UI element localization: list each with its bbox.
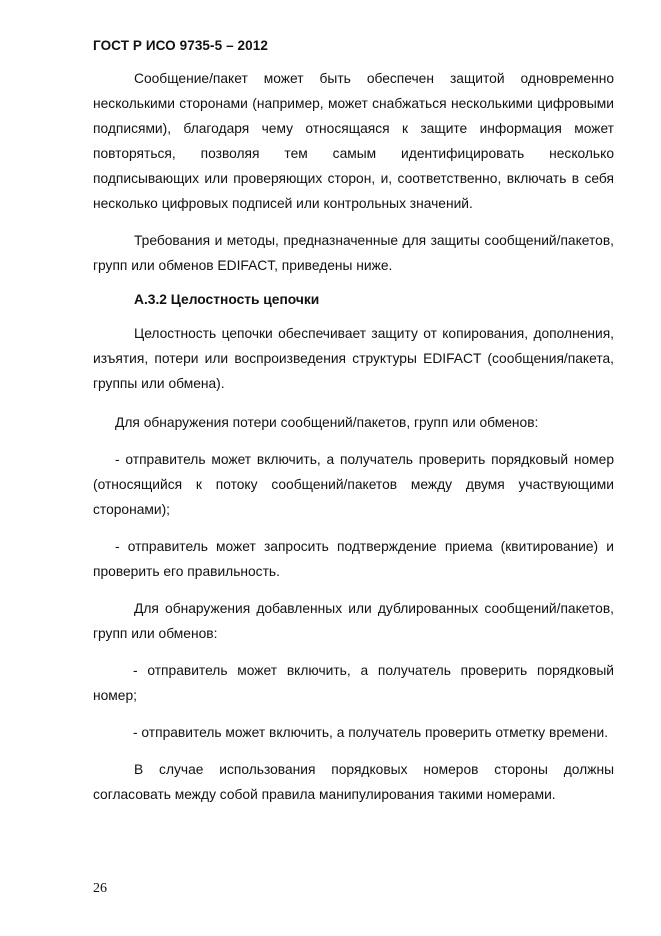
document-header: ГОСТ Р ИСО 9735-5 – 2012 [93, 38, 268, 53]
page-number: 26 [93, 881, 107, 896]
list-item-timestamp-check: - отправитель может включить, а получатель проверить отметку времени. [133, 725, 609, 740]
paragraph-chain-integrity: Целостность цепочки обеспечивает защиту от копирования, дополнения, изъятия, потери или воспроизведения структуры EDIFACT (сообщения/пакета, группы или обмена). [93, 326, 614, 391]
list-item-acknowledgement: - отправитель может запросить подтверждение приема (квитирование) и проверить его правильность. [93, 539, 614, 579]
section-heading-chain-integrity: А.3.2 Целостность цепочки [134, 292, 320, 307]
list-item-sequence-number-check: - отправитель может включить, а получатель проверить порядковый номер; [93, 663, 614, 703]
paragraph-loss-detection: Для обнаружения потери сообщений/пакетов, групп или обменов: [115, 415, 539, 430]
paragraph-duplicate-detection: Для обнаружения добавленных или дублированных сообщений/пакетов, групп или обменов: [93, 601, 614, 641]
list-item-sequence-number: - отправитель может включить, а получатель проверить порядковый номер (относящийся к потоку сообщений/пакетов между двумя участвующими сторонами); [93, 452, 614, 517]
paragraph-requirements: Требования и методы, предназначенные для защиты сообщений/пакетов, групп или обменов EDIFACT, приведены ниже. [93, 233, 614, 273]
paragraph-multi-party-security: Сообщение/пакет может быть обеспечен защитой одновременно несколькими сторонами (например, может снабжаться несколькими цифровыми подписями), благодаря чему относящаяся к защите информация может повторяться, позволяя тем самым идентифицировать несколько подписывающих или проверяющих сторон, и, соответственно, включать в себя несколько цифровых подписей или контрольных значений. [93, 71, 614, 211]
document-body [93, 66, 614, 807]
paragraph-sequence-rules: В случае использования порядковых номеров стороны должны согласовать между собой правила манипулирования такими номерами. [93, 762, 614, 802]
